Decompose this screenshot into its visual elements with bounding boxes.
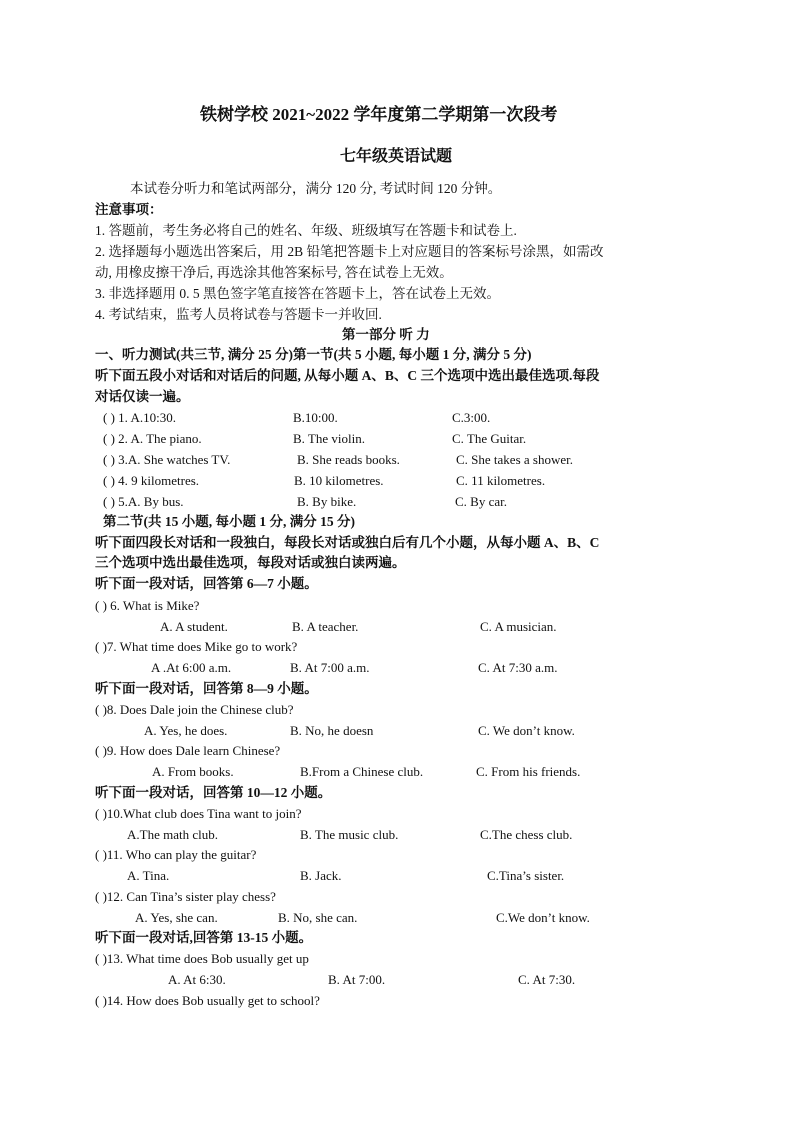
option-a: A. From books. — [152, 764, 234, 779]
option-a: A. At 6:30. — [168, 972, 226, 987]
question-stem: ( ) 1. A.10:30. — [103, 410, 176, 425]
group-heading: 听下面一段对话,回答第 13-15 小题。 — [95, 930, 313, 945]
option-a: A. A student. — [160, 619, 228, 634]
option-c: C. 11 kilometres. — [456, 473, 546, 488]
question-stem: ( )7. What time does Mike go to work? — [95, 639, 298, 654]
section-heading: 一、听力测试(共三节, 满分 25 分)第一节(共 5 小题, 每小题 1 分, 满分 5 分) — [95, 347, 532, 362]
option-c: C. A musician. — [480, 619, 557, 634]
group-heading: 听下面一段对话，回答第 10—12 小题。 — [95, 785, 332, 800]
option-b: B. By bike. — [297, 494, 357, 509]
option-a: A.The math club. — [127, 827, 218, 842]
question-stem: ( ) 3.A. She watches TV. — [103, 452, 231, 467]
notes-item: 4. 考试结束，监考人员将试卷与答题卡一并收回. — [95, 307, 382, 322]
question-stem: ( )14. How does Bob usually get to school? — [95, 993, 320, 1008]
option-b: B. At 7:00. — [328, 972, 386, 987]
option-b: B. No, he doesn — [290, 723, 374, 738]
option-b: B. 10 kilometres. — [294, 473, 384, 488]
question-stem: ( ) 4. 9 kilometres. — [103, 473, 200, 488]
option-b: B. The violin. — [293, 431, 365, 446]
part-heading: 第一部分 听 力 — [342, 327, 430, 342]
section-instruction: 对话仅读一遍。 — [95, 389, 190, 404]
option-a: A. Tina. — [127, 868, 170, 883]
option-a: A. Yes, he does. — [144, 723, 228, 738]
option-c: C.The chess club. — [480, 827, 573, 842]
option-b: B. Jack. — [300, 868, 342, 883]
option-c: C. We don’t know. — [478, 723, 575, 738]
option-c: C.3:00. — [452, 410, 491, 425]
question-stem: ( )9. How does Dale learn Chinese? — [95, 743, 281, 758]
notes-item: 2. 选择题每小题选出答案后，用 2B 铅笔把答题卡上对应题目的答案标号涂黑，如需改 — [95, 244, 604, 259]
option-b: B.From a Chinese club. — [300, 764, 424, 779]
question-stem: ( )13. What time does Bob usually get up — [95, 951, 309, 966]
question-stem: ( ) 5.A. By bus. — [103, 494, 184, 509]
option-c: C. At 7:30. — [518, 972, 576, 987]
option-c: C. From his friends. — [476, 764, 581, 779]
group-heading: 听下面一段对话，回答第 8—9 小题。 — [95, 681, 318, 696]
option-a: A .At 6:00 a.m. — [151, 660, 232, 675]
section-instruction: 听下面五段小对话和对话后的问题, 从每小题 A、B、C 三个选项中选出最佳选项.每段 — [95, 368, 600, 383]
option-c: C. By car. — [455, 494, 507, 509]
question-stem: ( ) 2. A. The piano. — [103, 431, 202, 446]
question-stem: ( )10.What club does Tina want to join? — [95, 806, 302, 821]
option-c: C. The Guitar. — [452, 431, 527, 446]
option-b: B. She reads books. — [297, 452, 400, 467]
question-stem: ( )8. Does Dale join the Chinese club? — [95, 702, 294, 717]
option-c: C.We don’t know. — [496, 910, 590, 925]
option-a: A. Yes, she can. — [135, 910, 218, 925]
notes-item: 3. 非选择题用 0. 5 黑色签字笔直接答在答题卡上，答在试卷上无效。 — [95, 286, 500, 301]
option-b: B. A teacher. — [292, 619, 359, 634]
question-stem: ( ) 6. What is Mike? — [95, 598, 200, 613]
notes-item: 动, 用橡皮擦干净后, 再选涂其他答案标号, 答在试卷上无效。 — [95, 265, 453, 280]
section-instruction: 听下面四段长对话和一段独白，每段长对话或独白后有几个小题，从每小题 A、B、C — [95, 535, 600, 550]
question-stem: ( )11. Who can play the guitar? — [95, 847, 257, 862]
option-c: C. At 7:30 a.m. — [478, 660, 558, 675]
exam-intro: 本试卷分听力和笔试两部分，满分 120 分, 考试时间 120 分钟。 — [130, 181, 502, 196]
option-b: B. At 7:00 a.m. — [290, 660, 370, 675]
notes-item: 1. 答题前，考生务必将自己的姓名、年级、班级填写在答题卡和试卷上. — [95, 223, 517, 238]
notes-heading: 注意事项： — [95, 202, 163, 217]
option-c: C. She takes a shower. — [456, 452, 573, 467]
exam-subtitle: 七年级英语试题 — [340, 148, 453, 165]
option-b: B.10:00. — [293, 410, 338, 425]
option-b: B. The music club. — [300, 827, 399, 842]
section-instruction: 三个选项中选出最佳选项，每段对话或独白读两遍。 — [95, 555, 406, 570]
option-b: B. No, she can. — [278, 910, 358, 925]
option-c: C.Tina’s sister. — [487, 868, 565, 883]
exam-title: 铁树学校 2021~2022 学年度第二学期第一次段考 — [200, 105, 558, 124]
group-heading: 听下面一段对话，回答第 6—7 小题。 — [95, 576, 318, 591]
section-heading: 第二节(共 15 小题, 每小题 1 分, 满分 15 分) — [103, 514, 355, 529]
question-stem: ( )12. Can Tina’s sister play chess? — [95, 889, 276, 904]
